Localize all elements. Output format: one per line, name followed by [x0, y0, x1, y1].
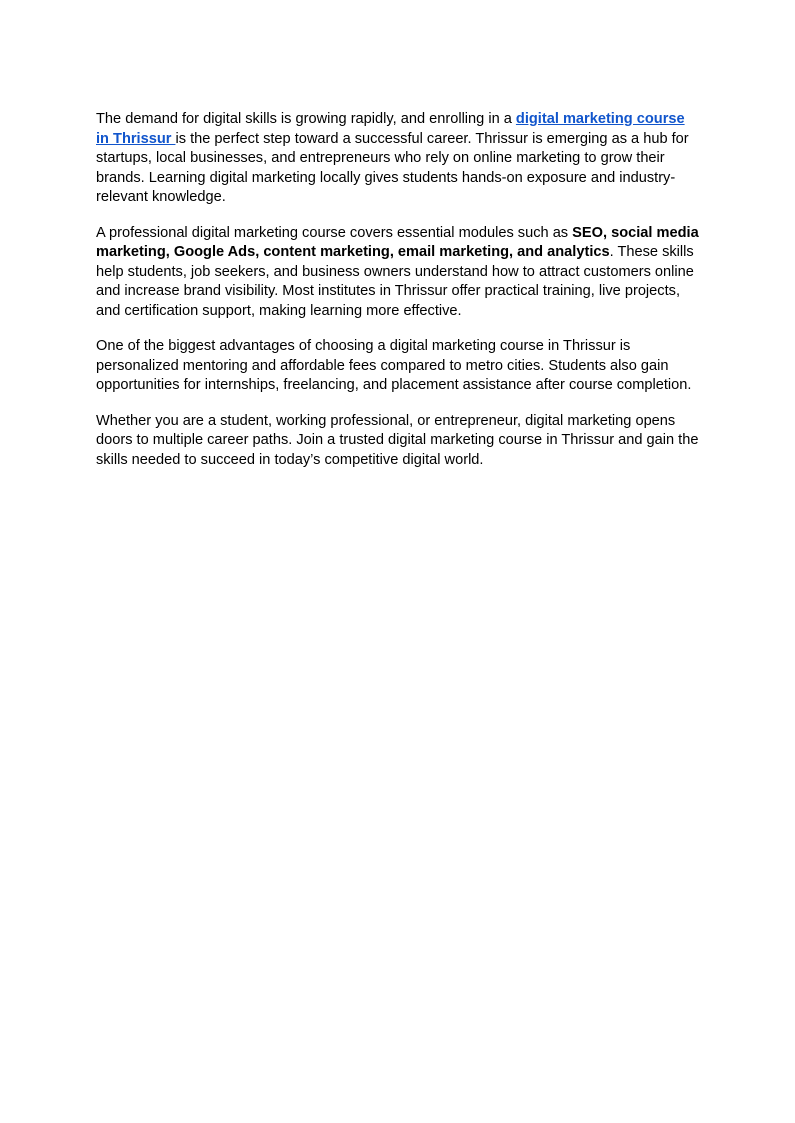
document-body	[96, 110, 701, 486]
paragraph-conclusion	[96, 412, 701, 471]
paragraph-intro	[96, 110, 701, 208]
intro-text-end: is the perfect step toward a successful career. Thrissur is emerging as a hub for startups, local businesses, and entrepreneurs who rely on online marketing to grow their brands. Learning digital marketing locally gives students hands-on exposure and industry-relevant knowledge.	[96, 130, 689, 205]
paragraph-advantages	[96, 337, 701, 396]
modules-text-end: . These skills help students, job seekers, and business owners understand how to attract customers online and increase brand visibility. Most institutes in Thrissur offer practical training, live projects, and certification support, making learning more effective.	[96, 244, 694, 319]
modules-bold-list: SEO, social media marketing, Google Ads, content marketing, email marketing, and analytics	[96, 224, 699, 260]
conclusion-text: Whether you are a student, working professional, or entrepreneur, digital marketing opens doors to multiple career paths. Join a trusted digital marketing course in Thrissur and gain the skills needed to succeed in today’s competitive digital world.	[96, 412, 699, 468]
intro-text-start: The demand for digital skills is growing rapidly, and enrolling in a	[96, 111, 516, 127]
course-link[interactable]: digital marketing course in Thrissur	[96, 111, 685, 147]
paragraph-modules	[96, 224, 701, 322]
modules-text-start: A professional digital marketing course covers essential modules such as	[96, 224, 573, 241]
advantages-text: One of the biggest advantages of choosing a digital marketing course in Thrissur is personalized mentoring and affordable fees compared to metro cities. Students also gain opportunities for internships, freelancing, and placement assistance after course completion.	[96, 338, 692, 393]
